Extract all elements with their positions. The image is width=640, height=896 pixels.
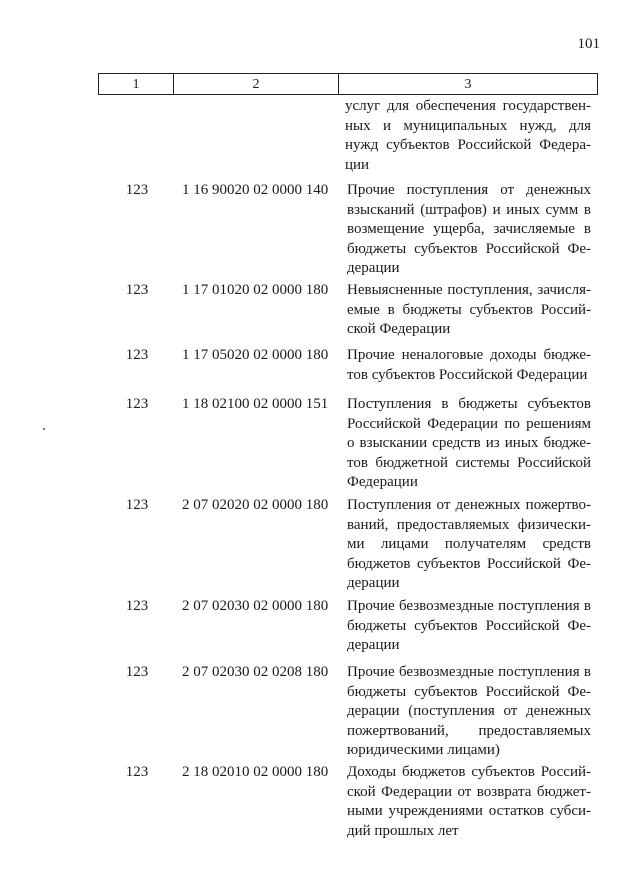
- description-line: дерации: [347, 260, 400, 276]
- row-description: [347, 395, 591, 493]
- description-line: юридическими лицами): [347, 742, 500, 758]
- description-line: ваний, предоставляемых физически-: [347, 516, 591, 533]
- description-line: Прочие безвозмездные поступления в: [347, 598, 591, 614]
- description-line: бюджеты субъектов Российской Фе-: [347, 240, 591, 257]
- admin-code: 123: [125, 182, 149, 198]
- description-line: Доходы бюджетов субъектов Россий-: [347, 764, 591, 780]
- table-header: [98, 73, 598, 95]
- row-description: [347, 663, 591, 761]
- page-number: 101: [577, 36, 600, 52]
- budget-code: 2 07 02030 02 0000 180: [182, 598, 329, 614]
- description-line: дерации: [347, 637, 400, 653]
- description-line: тов бюджетной системы Российской: [347, 454, 591, 471]
- description-line: ской Федерации от возврата бюджет-: [347, 783, 591, 800]
- admin-code: 123: [125, 497, 149, 513]
- description-line: дий прошлых лет: [347, 822, 459, 839]
- description-line: бюджеты субъектов Российской Фе-: [347, 683, 591, 700]
- admin-code: 123: [125, 598, 149, 614]
- row-description: [347, 281, 591, 340]
- continuation-line: услуг для обеспечения государствен-: [345, 98, 591, 114]
- description-line: Прочие неналоговые доходы бюдже-: [347, 347, 591, 363]
- description-line: взысканий (штрафов) и иных сумм в: [347, 201, 591, 218]
- header-col-3: 3: [339, 74, 598, 95]
- description-line: Невыясненные поступления, зачисля-: [347, 282, 591, 298]
- budget-code: 2 07 02020 02 0000 180: [182, 497, 329, 513]
- description-line: ми лицами получателям средств: [347, 536, 591, 552]
- row-description: [347, 496, 591, 594]
- description-line: о взыскании средств из иных бюдже-: [347, 435, 591, 451]
- description-line: емые в бюджеты субъектов Россий-: [347, 301, 591, 318]
- description-line: Российской Федерации по решениям: [347, 415, 591, 432]
- budget-code: 1 17 05020 02 0000 180: [182, 347, 329, 363]
- row-description: [347, 597, 591, 656]
- budget-code: 2 18 02010 02 0000 180: [182, 764, 329, 780]
- admin-code: 123: [125, 347, 149, 363]
- row-description: [347, 181, 591, 279]
- continuation-line: нужд субъектов Российской Федера-: [345, 137, 591, 153]
- description-line: возмещение ущерба, зачисляемые в: [347, 221, 591, 237]
- header-col-1: 1: [99, 74, 174, 95]
- admin-code: 123: [125, 664, 149, 680]
- description-line: Прочие поступления от денежных: [347, 182, 591, 198]
- admin-code: 123: [125, 764, 149, 780]
- description-line: Поступления в бюджеты субъектов: [347, 396, 591, 412]
- continuation-line: ных и муниципальных нужд, для: [345, 117, 591, 134]
- row-description: [347, 346, 591, 385]
- continuation-text: [345, 97, 591, 175]
- description-line: ской Федерации: [347, 321, 451, 337]
- description-line: Поступления от денежных пожертво-: [347, 497, 591, 513]
- admin-code: 123: [125, 282, 149, 298]
- description-line: Прочие безвозмездные поступления в: [347, 664, 591, 680]
- continuation-line: ции: [345, 156, 370, 173]
- admin-code: 123: [125, 396, 149, 412]
- description-line: бюджеты субъектов Российской Фе-: [347, 617, 591, 634]
- row-description: [347, 763, 591, 841]
- description-line: бюджетов субъектов Российской Фе-: [347, 555, 591, 572]
- description-line: дерации (поступления от денежных: [347, 703, 591, 719]
- budget-code: 1 17 01020 02 0000 180: [182, 282, 329, 298]
- description-line: ными учреждениями остатков субси-: [347, 803, 591, 819]
- description-line: тов субъектов Российской Федерации: [347, 366, 588, 383]
- budget-code: 2 07 02030 02 0208 180: [182, 664, 329, 680]
- scan-speck: [43, 428, 45, 430]
- description-line: дерации: [347, 575, 400, 591]
- description-line: пожертвований, предоставляемых: [347, 722, 591, 739]
- header-col-2: 2: [174, 74, 339, 95]
- description-line: Федерации: [347, 474, 418, 490]
- budget-code: 1 18 02100 02 0000 151: [182, 396, 329, 412]
- budget-code: 1 16 90020 02 0000 140: [182, 182, 329, 198]
